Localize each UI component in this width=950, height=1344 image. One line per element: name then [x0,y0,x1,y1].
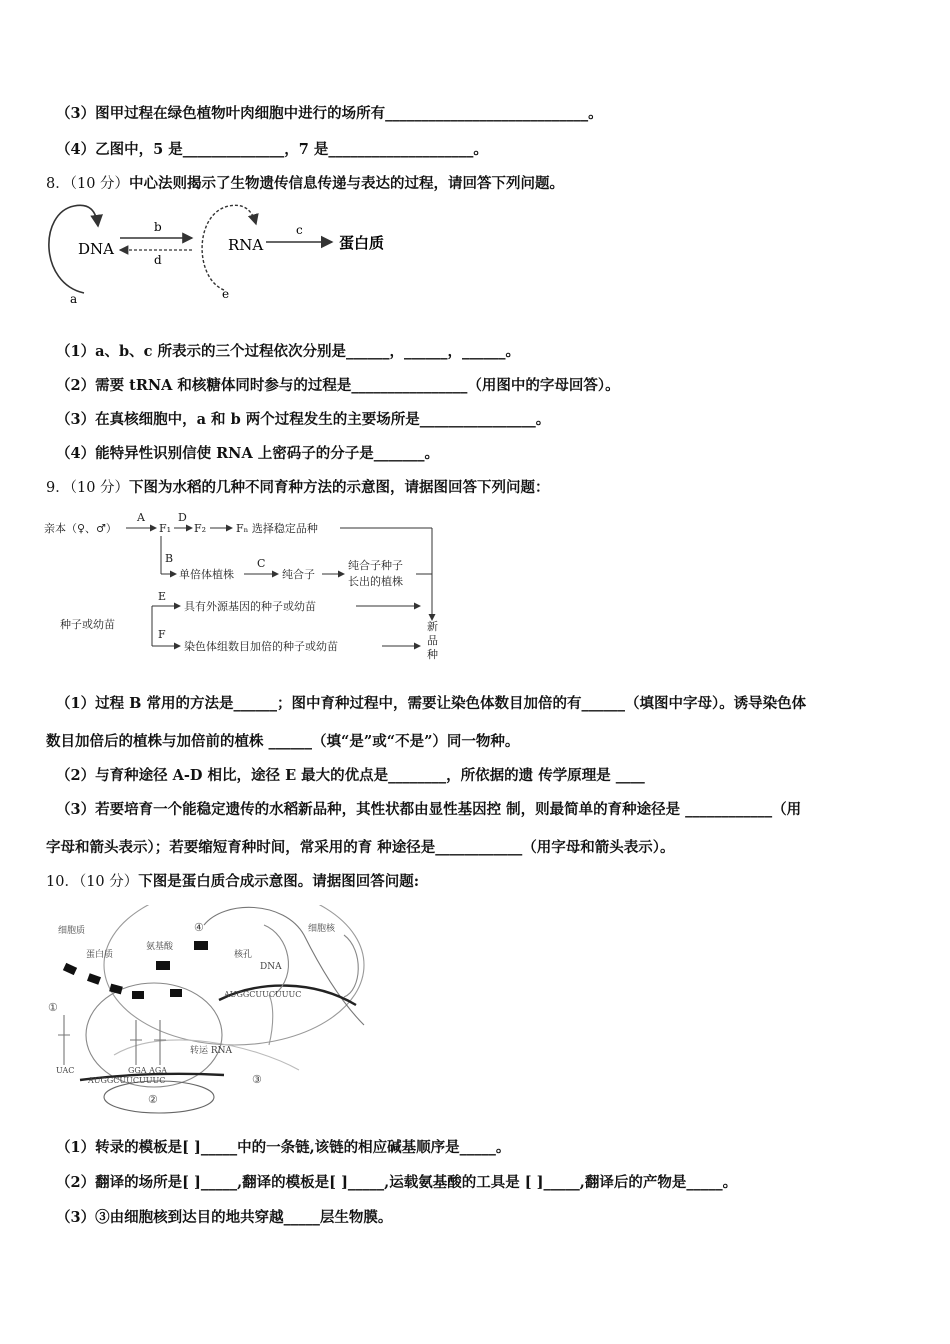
label-c: c [296,223,303,237]
q9-stem: 下图为水稻的几种不同育种方法的示意图，请据图回答下列问题： [129,479,550,496]
q8-part2: （2）需要 tRNA 和核糖体同时参与的过程是________________（用图中的字母回答）。 [56,377,620,394]
q7-part4: （4）乙图中，5 是______________，7 是____________________。 [56,141,488,158]
q9-part1-b: 数目加倍后的植株与加倍前的植株 ______（填“是”或“不是”）同一物种。 [46,733,520,750]
mrna-top-sequence: AUGGCUUCUUUC [224,990,302,999]
protein-synthesis-diagram [44,905,374,1120]
label-C: C [257,557,266,570]
label-A: A [137,511,145,524]
f2-label: F₂ [194,522,207,535]
q9-part3-a: （3）若要培育一个能稳定遗传的水稻新品种，其性状都由显性基因控 制，则最简单的育种途径是 ____________（用 [56,801,802,818]
q8-part1: （1）a、b、c 所表示的三个过程依次分别是______，______，______。 [56,343,520,360]
central-dogma-diagram [44,198,404,308]
label-D: D [178,511,187,524]
label-e: e [222,287,230,301]
q9-part2: （2）与育种途径 A-D 相比，途径 E 最大的优点是________，所依据的遗 传学原理是 ____ [56,767,645,784]
q7-part3: （3）图甲过程在绿色植物叶肉细胞中进行的场所有____________________________。 [56,105,603,122]
label-F: F [158,628,166,641]
nuclear-pore-label: 核孔 [234,950,253,960]
marker-2: ② [148,1093,158,1106]
trna-label: 转运 RNA [190,1046,233,1056]
nucleus-label: 细胞核 [308,924,336,934]
label-B: B [165,552,174,565]
q8-part4: （4）能特异性识别信使 RNA 上密码子的分子是_______。 [56,445,439,462]
protein-label: 蛋白质 [339,234,385,252]
q10-part2: （2）翻译的场所是[ ]_____,翻译的模板是[ ]_____,运载氨基酸的工具是 [ ]_____,翻译后的产物是_____。 [56,1174,738,1191]
q10-part1: （1）转录的模板是[ ]_____中的一条链,该链的相应碱基顺序是_____。 [56,1139,511,1156]
new-label-3: 种 [427,648,438,661]
rna-label: RNA [228,236,264,254]
label-E: E [158,590,167,603]
q10-stem: 下图是蛋白质合成示意图。请据图回答问题: [138,873,420,890]
marker-1: ① [48,1001,58,1014]
q9-number: 9．（10 分） [46,480,130,496]
q8-number: 8．（10 分） [46,176,130,192]
q9-part1-a: （1）过程 B 常用的方法是______；图中育种过程中，需要让染色体数目加倍的有______（填图中字母）。诱导染色体 [56,695,807,712]
seed-label: 种子或幼苗 [60,618,115,631]
dna-label: DNA [78,240,114,258]
protein-label: 蛋白质 [86,950,114,960]
marker-3: ③ [252,1073,262,1086]
label-b: b [154,220,162,234]
anticodon-uac: UAC [56,1066,75,1075]
q8-stem: 中心法则揭示了生物遗传信息传递与表达的过程，请回答下列问题。 [129,175,565,192]
q9-part3-b: 字母和箭头表示）；若要缩短育种时间，常采用的育 种途径是____________（用字母和箭头表示）。 [46,839,675,856]
foreign-gene-label: 具有外源基因的种子或幼苗 [184,600,316,613]
pure-seed-label-2: 长出的植株 [348,575,403,588]
q10-part3: （3）③由细胞核到达目的地共穿越_____层生物膜。 [56,1209,393,1226]
pure-seed-label-1: 纯合子种子 [348,559,403,572]
cytoplasm-label: 细胞质 [58,926,86,936]
new-label-1: 新 [427,620,438,633]
breeding-methods-diagram [44,508,454,666]
q10-header [46,870,419,891]
q9-header [46,476,550,497]
f1-label: F₁ [159,522,172,535]
label-a: a [70,292,78,306]
label-d: d [154,253,162,267]
q8-header [46,172,564,193]
fn-label: Fₙ 选择稳定品种 [236,522,318,535]
dna-label-10: DNA [260,962,282,972]
doubled-label: 染色体组数目加倍的种子或幼苗 [184,640,338,653]
new-label-2: 品 [427,634,438,647]
parent-label: 亲本（♀、♂） [44,522,117,535]
anticodon-gga-aga: GGA AGA [128,1066,168,1075]
q10-number: 10．（10 分） [46,874,139,890]
marker-4: ④ [194,921,204,934]
pure-label: 纯合子 [282,568,315,581]
q8-part3: （3）在真核细胞中，a 和 b 两个过程发生的主要场所是________________。 [56,411,551,428]
mrna-bottom-sequence: AUGGCUUCUUUC [88,1076,166,1085]
amino-acid-label: 氨基酸 [146,942,174,952]
haploid-label: 单倍体植株 [179,568,234,581]
